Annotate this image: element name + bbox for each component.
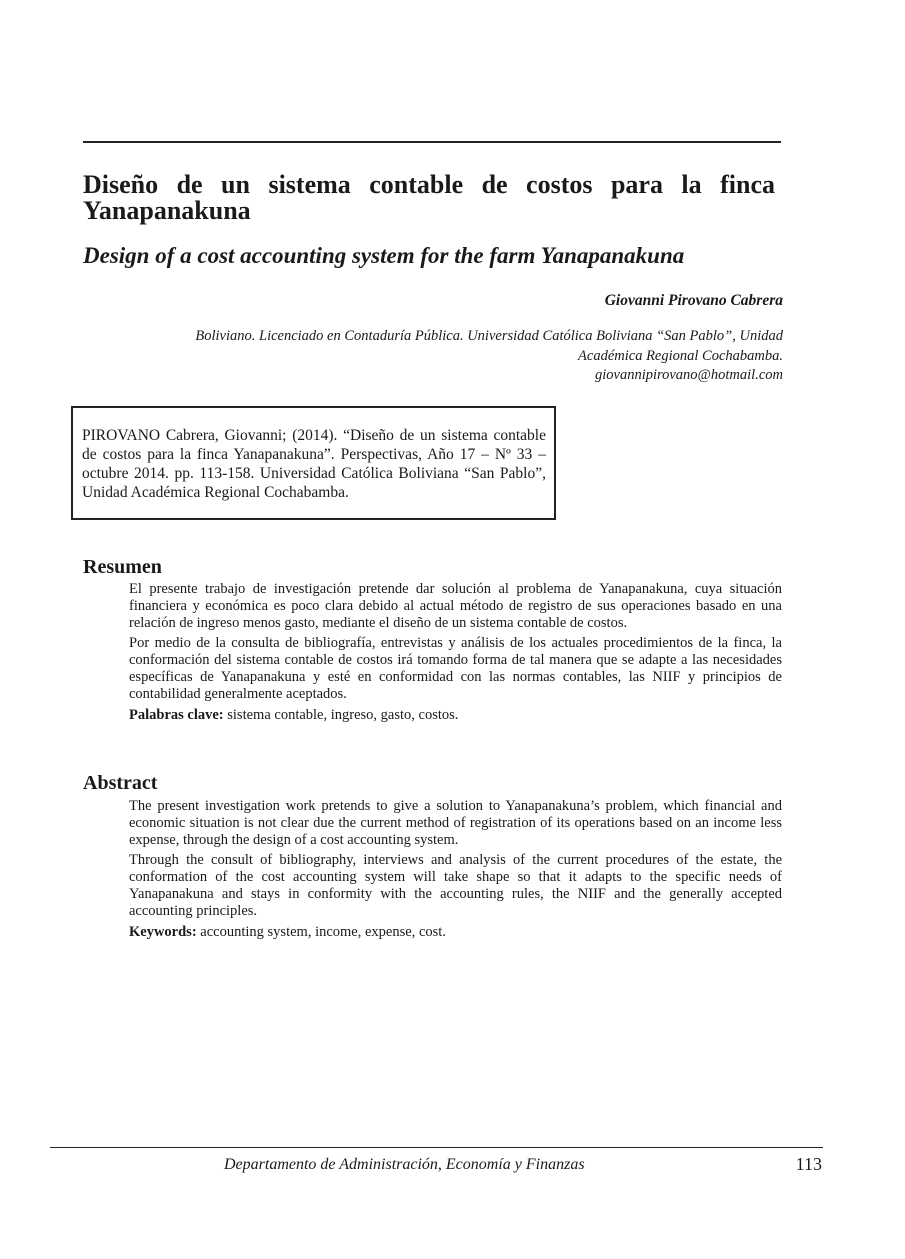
abstract-paragraph: Through the consult of bibliography, interviews and analysis of the current procedures of the estate, the conformation of the cost accounting system will take shape so that it adapts to the specific needs of Yanapanakuna and stays in conformity with the accounting rules, the NIIF and the generally accepted accounting principles. (129, 852, 782, 919)
affiliation-line: Boliviano. Licenciado en Contaduría Pública. Universidad Católica Boliviana “San Pablo”, Unidad (195, 328, 783, 344)
keywords-list: sistema contable, ingreso, gasto, costos. (223, 706, 459, 723)
affiliation-line: Académica Regional Cochabamba. (578, 347, 783, 364)
footer-department: Departamento de Administración, Economía y Finanzas (224, 1156, 585, 1173)
resumen-body (129, 581, 782, 727)
paper-subtitle-english: Design of a cost accounting system for the farm Yanapanakuna (83, 243, 685, 268)
abstract-body (129, 798, 782, 944)
citation-box: PIROVANO Cabrera, Giovanni; (2014). “Diseño de un sistema contable de costos para la finca Yanapanakuna”. Perspectivas, Año 17 – Nº 33 – octubre 2014. pp. 113-158. Universidad Católica Boliviana “San Pablo”, Unidad Académica Regional Cochabamba. (71, 406, 556, 520)
abstract-paragraph: The present investigation work pretends to give a solution to Yanapanakuna’s problem, which financial and economic situation is not clear due the current method of registration of its operations based on an income less expense, through the design of a cost accounting system. (129, 798, 782, 848)
footer-rule (50, 1147, 823, 1148)
author-affiliation (93, 327, 783, 386)
keywords-label: Palabras clave: (129, 706, 224, 723)
author-name: Giovanni Pirovano Cabrera (604, 292, 783, 309)
abstract-heading: Abstract (83, 772, 158, 794)
resumen-paragraph: Por medio de la consulta de bibliografía, entrevistas y análisis de los actuales procedimientos de la finca, la conformación del sistema contable de costos irá tomando forma de tal manera que se adapte a las necesidades específicas de Yanapanakuna y esté en conformidad con las normas contables, las NIIF y principios de contabilidad generalmente aceptados. (129, 635, 782, 702)
resumen-paragraph: El presente trabajo de investigación pretende dar solución al problema de Yanapanakuna, cuya situación financiera y económica es poco clara debido al actual método de registro de sus operaciones basado en una relación de ingreso menos gasto, mediante el diseño de un sistema contable de costos. (129, 581, 782, 631)
resumen-heading: Resumen (83, 556, 162, 578)
abstract-keywords (129, 924, 782, 941)
paper-title: Diseño de un sistema contable de costos para la finca Yanapanakuna (83, 170, 775, 225)
resumen-keywords (129, 707, 782, 724)
top-rule (83, 141, 781, 143)
author-email: giovannipirovano@hotmail.com (595, 367, 783, 383)
keywords-list: accounting system, income, expense, cost. (196, 923, 446, 940)
page-number: 113 (795, 1154, 822, 1174)
keywords-label: Keywords: (129, 923, 197, 940)
